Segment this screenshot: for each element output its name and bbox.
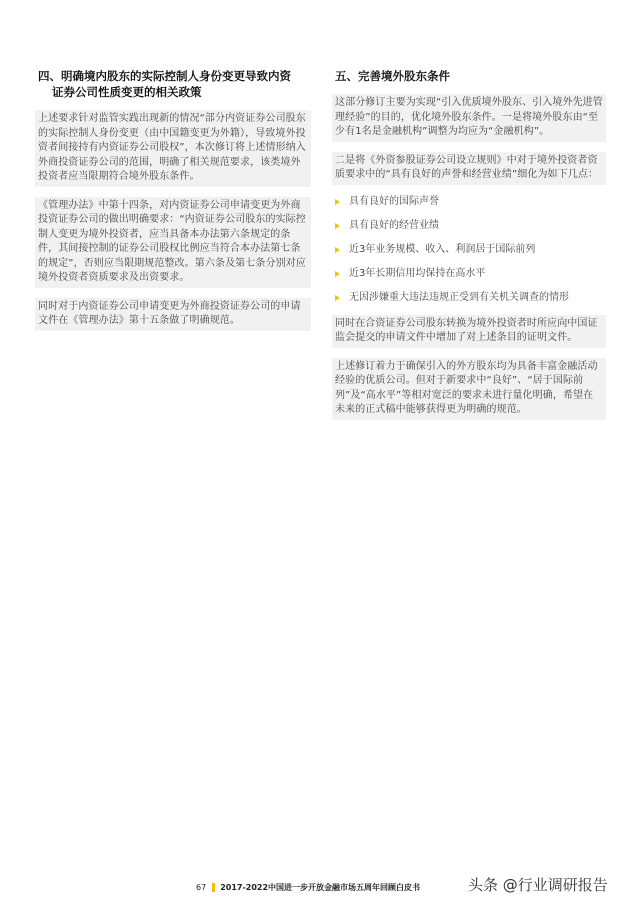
list-item-text: 近3年业务规模、收入、利润居于国际前列	[349, 243, 536, 255]
page-footer	[196, 882, 420, 893]
section-title-four-line2: 证券公司性质变更的相关政策	[52, 85, 202, 99]
triangle-bullet-icon	[335, 199, 340, 205]
list-item	[335, 291, 603, 305]
triangle-bullet-icon	[335, 247, 340, 253]
list-item-text: 具有良好的经营业绩	[349, 219, 439, 231]
triangle-bullet-icon	[335, 223, 340, 229]
section-title-four-line1: 四、明确境内股东的实际控制人身份变更导致内资	[38, 69, 291, 83]
watermark: 头条 @行业调研报告	[468, 876, 608, 894]
paragraph: 上述修订着力于确保引入的外方股东均为具备丰富金融活动经验的优质公司。但对于新要求中“良好”、“居于国际前列”及“高水平”等相对宽泛的要求未进行量化明确，希望在未来的正式稿中能够获得更为明确的规范。	[332, 358, 606, 420]
paragraph: 二是将《外资参股证券公司设立规则》中对于境外投资者资质要求中的“具有良好的声誉和经营业绩”细化为如下几点：	[332, 152, 606, 185]
list-item-text: 近3年长期信用均保持在高水平	[349, 267, 486, 279]
page-number: 67	[196, 883, 207, 892]
paragraph: 《管理办法》中第十四条，对内资证券公司申请变更为外商投资证券公司的做出明确要求：“内资证券公司股东的实际控制人变更为境外投资者，应当具备本办法第六条规定的条件，其间接控制的证券公司股权比例应当符合本办法第七条的规定”，否则应当限期规范整改。第六条及第七条分别对应境外投资者资质要求及出资要求。	[35, 197, 311, 288]
section-title-five: 五、完善境外股东条件	[335, 69, 450, 83]
list-item	[335, 267, 603, 281]
list-item	[335, 195, 603, 209]
footer-accent-bar	[212, 883, 215, 892]
footer-title: 2017-2022中国进一步开放金融市场五周年回顾白皮书	[220, 883, 421, 892]
section-title-four	[38, 68, 308, 100]
list-item	[335, 243, 603, 257]
paragraph: 这部分修订主要为实现“引入优质境外股东、引入境外先进管理经验”的目的，优化境外股东条件。一是将境外股东由“至少有1名是金融机构”调整为均应为“金融机构”。	[332, 94, 606, 142]
triangle-bullet-icon	[335, 295, 340, 301]
right-column	[335, 68, 603, 430]
list-item-text: 具有良好的国际声誉	[349, 195, 439, 207]
list-item	[335, 219, 603, 233]
list-item-text: 无因涉嫌重大违法违规正受到有关机关调查的情形	[349, 291, 569, 303]
criteria-list	[335, 195, 603, 305]
paragraph: 同时对于内资证券公司申请变更为外商投资证券公司的申请文件在《管理办法》第十五条做了明确规范。	[35, 298, 311, 331]
paragraph: 上述要求针对监管实践出现新的情况“部分内资证券公司股东的实际控制人身份变更（由中国籍变更为外籍），导致境外投资者间接持有内资证券公司股权”，本次修订将上述情形纳入外商投资证券公司的范围，明确了相关规范要求，该类境外投资者应当限期符合境外股东条件。	[35, 110, 311, 187]
triangle-bullet-icon	[335, 271, 340, 277]
paragraph: 同时在合资证券公司股东转换为境外投资者时所应向中国证监会提交的申请文件中增加了对上述条目的证明文件。	[332, 315, 606, 348]
left-column	[38, 68, 308, 341]
